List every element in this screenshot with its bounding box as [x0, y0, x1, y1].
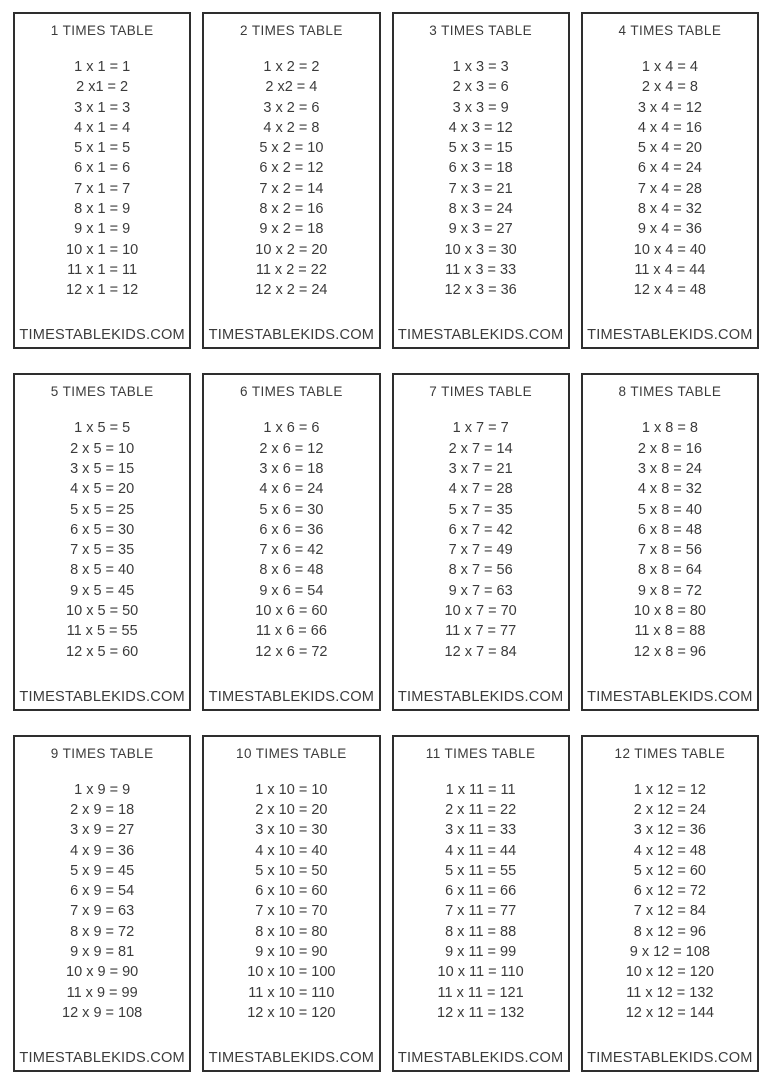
site-watermark: TIMESTABLEKIDS.COM	[208, 1050, 375, 1066]
equation-row: 3 x 5 = 15	[70, 460, 135, 477]
equation-row: 9 x 6 = 54	[259, 582, 324, 599]
equation-list	[18, 780, 186, 1024]
equation-row: 1 x 9 = 9	[74, 781, 131, 798]
equation-row: 6 x 12 = 72	[633, 883, 706, 900]
equation-row: 10 x 9 = 90	[66, 964, 139, 981]
equation-row: 6 x 9 = 54	[70, 883, 135, 900]
equation-row: 2 x 6 = 12	[259, 440, 324, 457]
equation-row: 2 x 8 = 16	[637, 440, 702, 457]
equation-row: 5 x 4 = 20	[637, 140, 702, 157]
equation-row: 11 x 3 = 33	[445, 261, 517, 278]
equation-row: 12 x 5 = 60	[66, 643, 139, 660]
equation-row: 12 x 1 = 12	[66, 282, 139, 299]
equation-row: 8 x 7 = 56	[448, 562, 513, 579]
equation-row: 10 x 11 = 110	[437, 964, 524, 981]
equation-row: 6 x 3 = 18	[448, 160, 513, 177]
equation-row: 4 x 12 = 48	[633, 842, 706, 859]
equation-row: 7 x 4 = 28	[637, 180, 702, 197]
equation-row: 3 x 8 = 24	[637, 460, 702, 477]
equation-row: 2 x 10 = 20	[255, 801, 328, 818]
equation-row: 10 x 1 = 10	[66, 241, 139, 258]
equation-row: 4 x 6 = 24	[259, 481, 324, 498]
equation-row: 11 x 7 = 77	[445, 623, 517, 640]
equation-row: 4 x 3 = 12	[448, 119, 513, 136]
equation-row: 10 x 2 = 20	[255, 241, 328, 258]
equation-row: 12 x 2 = 24	[255, 282, 328, 299]
times-table-card	[581, 735, 759, 1072]
times-table-card	[13, 735, 191, 1072]
equation-row: 3 x 9 = 27	[70, 822, 135, 839]
equation-row: 1 x 1 = 1	[74, 59, 131, 75]
table-title: 1 TIMES TABLE	[50, 23, 154, 38]
equation-row: 11 x 11 = 121	[437, 984, 524, 1001]
equation-row: 8 x 2 = 16	[259, 201, 324, 218]
equation-row: 8 x 11 = 88	[445, 923, 517, 940]
equation-row: 7 x 11 = 77	[445, 903, 517, 920]
equation-row: 5 x 2 = 10	[259, 140, 324, 157]
site-watermark: TIMESTABLEKIDS.COM	[19, 1050, 185, 1066]
times-table-card	[202, 735, 380, 1072]
equation-row: 12 x 10 = 120	[247, 1004, 336, 1021]
equation-list	[207, 418, 375, 662]
table-title: 12 TIMES TABLE	[614, 745, 726, 761]
equation-row: 5 x 10 = 50	[255, 862, 328, 879]
equation-row: 11 x 8 = 88	[634, 623, 706, 640]
equation-row: 5 x 6 = 30	[259, 501, 324, 518]
equation-list	[207, 57, 375, 301]
equation-row: 1 x 3 = 3	[452, 59, 509, 75]
equation-row: 5 x 3 = 15	[448, 140, 513, 157]
table-title: 8 TIMES TABLE	[618, 384, 722, 400]
equation-row: 8 x 8 = 64	[637, 562, 702, 579]
equation-row: 4 x 7 = 28	[448, 481, 513, 498]
equation-row: 9 x 5 = 45	[70, 582, 135, 599]
equation-row: 6 x 8 = 48	[637, 521, 702, 538]
equation-row: 2 x 11 = 22	[445, 801, 517, 818]
equation-row: 4 x 8 = 32	[637, 481, 702, 498]
equation-row: 9 x 11 = 99	[445, 944, 517, 961]
site-watermark: TIMESTABLEKIDS.COM	[19, 327, 185, 344]
equation-row: 9 x 4 = 36	[637, 221, 702, 238]
site-watermark: TIMESTABLEKIDS.COM	[208, 688, 375, 705]
equation-row: 12 x 11 = 132	[437, 1004, 525, 1021]
equation-row: 2 x1 = 2	[76, 79, 129, 96]
equation-row: 2 x2 = 4	[265, 79, 318, 96]
equation-row: 5 x 12 = 60	[633, 862, 706, 879]
equation-row: 8 x 6 = 48	[259, 562, 324, 579]
equation-row: 4 x 4 = 16	[637, 119, 702, 136]
equation-row: 12 x 6 = 72	[255, 643, 328, 660]
equation-row: 11 x 12 = 132	[626, 984, 714, 1001]
equation-row: 1 x 12 = 12	[633, 781, 706, 798]
table-title: 6 TIMES TABLE	[240, 384, 343, 400]
equation-row: 9 x 10 = 90	[255, 944, 328, 961]
table-title: 5 TIMES TABLE	[50, 384, 154, 400]
table-title: 9 TIMES TABLE	[50, 745, 154, 761]
site-watermark: TIMESTABLEKIDS.COM	[397, 327, 564, 344]
equation-list	[586, 418, 754, 662]
equation-row: 9 x 9 = 81	[70, 944, 135, 961]
equation-row: 9 x 12 = 108	[629, 944, 710, 961]
equation-row: 4 x 9 = 36	[70, 842, 135, 859]
equation-row: 11 x 5 = 55	[66, 623, 138, 640]
equation-row: 7 x 3 = 21	[448, 180, 513, 197]
equation-row: 12 x 4 = 48	[633, 282, 706, 299]
equation-row: 10 x 12 = 120	[625, 964, 715, 981]
equation-row: 7 x 10 = 70	[255, 903, 328, 920]
site-watermark: TIMESTABLEKIDS.COM	[397, 1050, 564, 1066]
equation-row: 1 x 10 = 10	[255, 781, 328, 798]
table-title: 11 TIMES TABLE	[425, 745, 536, 761]
equation-row: 4 x 1 = 4	[74, 119, 131, 136]
times-table-card	[392, 735, 570, 1072]
equation-row: 3 x 7 = 21	[448, 460, 513, 477]
equation-row: 6 x 10 = 60	[255, 883, 328, 900]
equation-row: 1 x 4 = 4	[641, 59, 698, 75]
equation-row: 6 x 11 = 66	[445, 883, 517, 900]
equation-row: 3 x 1 = 3	[74, 99, 131, 116]
times-table-card	[13, 373, 191, 710]
equation-row: 8 x 10 = 80	[255, 923, 328, 940]
equation-row: 6 x 7 = 42	[448, 521, 513, 538]
times-table-card	[202, 373, 380, 710]
equation-row: 8 x 4 = 32	[637, 201, 702, 218]
table-title: 4 TIMES TABLE	[618, 23, 722, 38]
equation-row: 9 x 8 = 72	[637, 582, 702, 599]
equation-row: 7 x 12 = 84	[633, 903, 706, 920]
equation-row: 5 x 9 = 45	[70, 862, 135, 879]
equation-row: 11 x 9 = 99	[66, 984, 138, 1001]
equation-row: 12 x 9 = 108	[62, 1004, 143, 1021]
site-watermark: TIMESTABLEKIDS.COM	[587, 688, 753, 705]
equation-list	[18, 418, 186, 662]
equation-row: 1 x 7 = 7	[452, 420, 509, 437]
equation-row: 1 x 6 = 6	[263, 420, 320, 437]
equation-row: 3 x 10 = 30	[255, 822, 328, 839]
equation-row: 12 x 7 = 84	[444, 643, 517, 660]
equation-row: 3 x 4 = 12	[637, 99, 702, 116]
equation-row: 9 x 1 = 9	[74, 221, 131, 238]
equation-row: 10 x 3 = 30	[444, 241, 517, 258]
equation-row: 3 x 11 = 33	[445, 822, 517, 839]
equation-row: 8 x 5 = 40	[70, 562, 135, 579]
equation-row: 8 x 9 = 72	[70, 923, 135, 940]
equation-row: 2 x 9 = 18	[70, 801, 135, 818]
site-watermark: TIMESTABLEKIDS.COM	[397, 688, 564, 705]
equation-row: 8 x 12 = 96	[633, 923, 706, 940]
equation-row: 9 x 7 = 63	[448, 582, 513, 599]
equation-row: 1 x 5 = 5	[74, 420, 131, 437]
equation-row: 7 x 6 = 42	[259, 542, 324, 559]
equation-list	[397, 780, 565, 1024]
equation-row: 10 x 4 = 40	[633, 241, 706, 258]
equation-row: 6 x 1 = 6	[74, 160, 131, 177]
equation-row: 3 x 3 = 9	[452, 99, 509, 116]
equation-row: 12 x 12 = 144	[625, 1004, 715, 1021]
equation-row: 4 x 11 = 44	[445, 842, 517, 859]
equation-list	[397, 57, 565, 301]
equation-row: 8 x 3 = 24	[448, 201, 513, 218]
equation-row: 6 x 5 = 30	[70, 521, 135, 538]
equation-row: 11 x 2 = 22	[255, 261, 327, 278]
equation-row: 12 x 8 = 96	[633, 643, 706, 660]
equation-row: 2 x 12 = 24	[633, 801, 706, 818]
times-table-card	[202, 12, 380, 349]
table-title: 7 TIMES TABLE	[429, 384, 532, 400]
site-watermark: TIMESTABLEKIDS.COM	[587, 327, 753, 344]
equation-row: 7 x 7 = 49	[448, 542, 513, 559]
equation-row: 10 x 8 = 80	[633, 603, 706, 619]
equation-row: 5 x 7 = 35	[448, 501, 513, 518]
equation-row: 10 x 6 = 60	[255, 603, 328, 619]
site-watermark: TIMESTABLEKIDS.COM	[208, 327, 375, 344]
equation-row: 10 x 7 = 70	[444, 603, 517, 619]
equation-row: 9 x 3 = 27	[448, 221, 513, 238]
equation-row: 3 x 12 = 36	[633, 822, 706, 839]
equation-row: 1 x 2 = 2	[263, 59, 320, 75]
equation-row: 10 x 5 = 50	[66, 603, 139, 619]
equation-row: 3 x 2 = 6	[263, 99, 320, 116]
equation-row: 2 x 7 = 14	[448, 440, 513, 457]
equation-row: 6 x 2 = 12	[259, 160, 324, 177]
equation-row: 11 x 1 = 11	[67, 261, 138, 278]
equation-row: 5 x 1 = 5	[74, 140, 131, 157]
equation-row: 6 x 4 = 24	[637, 160, 702, 177]
equation-row: 2 x 4 = 8	[641, 79, 698, 96]
table-title: 10 TIMES TABLE	[236, 745, 347, 761]
times-table-card	[581, 12, 759, 349]
equation-row: 5 x 8 = 40	[637, 501, 702, 518]
times-table-card	[581, 373, 759, 710]
site-watermark: TIMESTABLEKIDS.COM	[19, 688, 185, 705]
times-table-card	[392, 12, 570, 349]
equation-row: 11 x 10 = 110	[248, 984, 335, 1001]
equation-row: 1 x 11 = 11	[445, 781, 516, 798]
table-title: 2 TIMES TABLE	[240, 23, 343, 38]
site-watermark: TIMESTABLEKIDS.COM	[587, 1050, 753, 1066]
equation-row: 4 x 5 = 20	[70, 481, 135, 498]
equation-row: 8 x 1 = 9	[74, 201, 131, 218]
equation-row: 7 x 8 = 56	[637, 542, 702, 559]
equation-row: 2 x 5 = 10	[70, 440, 135, 457]
equation-row: 5 x 11 = 55	[445, 862, 517, 879]
equation-row: 7 x 2 = 14	[259, 180, 324, 197]
times-table-card	[13, 12, 191, 349]
equation-list	[18, 57, 186, 301]
equation-row: 6 x 6 = 36	[259, 521, 324, 538]
equation-row: 12 x 3 = 36	[444, 282, 517, 299]
equation-row: 2 x 3 = 6	[452, 79, 509, 96]
equation-row: 5 x 5 = 25	[70, 501, 135, 518]
equation-list	[207, 780, 375, 1024]
equation-row: 7 x 1 = 7	[74, 180, 131, 197]
equation-row: 11 x 4 = 44	[634, 261, 706, 278]
equation-row: 9 x 2 = 18	[259, 221, 324, 238]
equation-list	[586, 780, 754, 1024]
table-title: 3 TIMES TABLE	[429, 23, 532, 38]
times-table-card	[392, 373, 570, 710]
equation-row: 4 x 2 = 8	[263, 119, 320, 136]
equation-row: 3 x 6 = 18	[259, 460, 324, 477]
equation-row: 1 x 8 = 8	[641, 420, 698, 437]
equation-row: 7 x 5 = 35	[70, 542, 135, 559]
equation-row: 4 x 10 = 40	[255, 842, 328, 859]
equation-list	[586, 57, 754, 301]
equation-row: 11 x 6 = 66	[255, 623, 327, 640]
equation-row: 10 x 10 = 100	[247, 964, 336, 981]
equation-row: 7 x 9 = 63	[70, 903, 135, 920]
equation-list	[397, 418, 565, 662]
